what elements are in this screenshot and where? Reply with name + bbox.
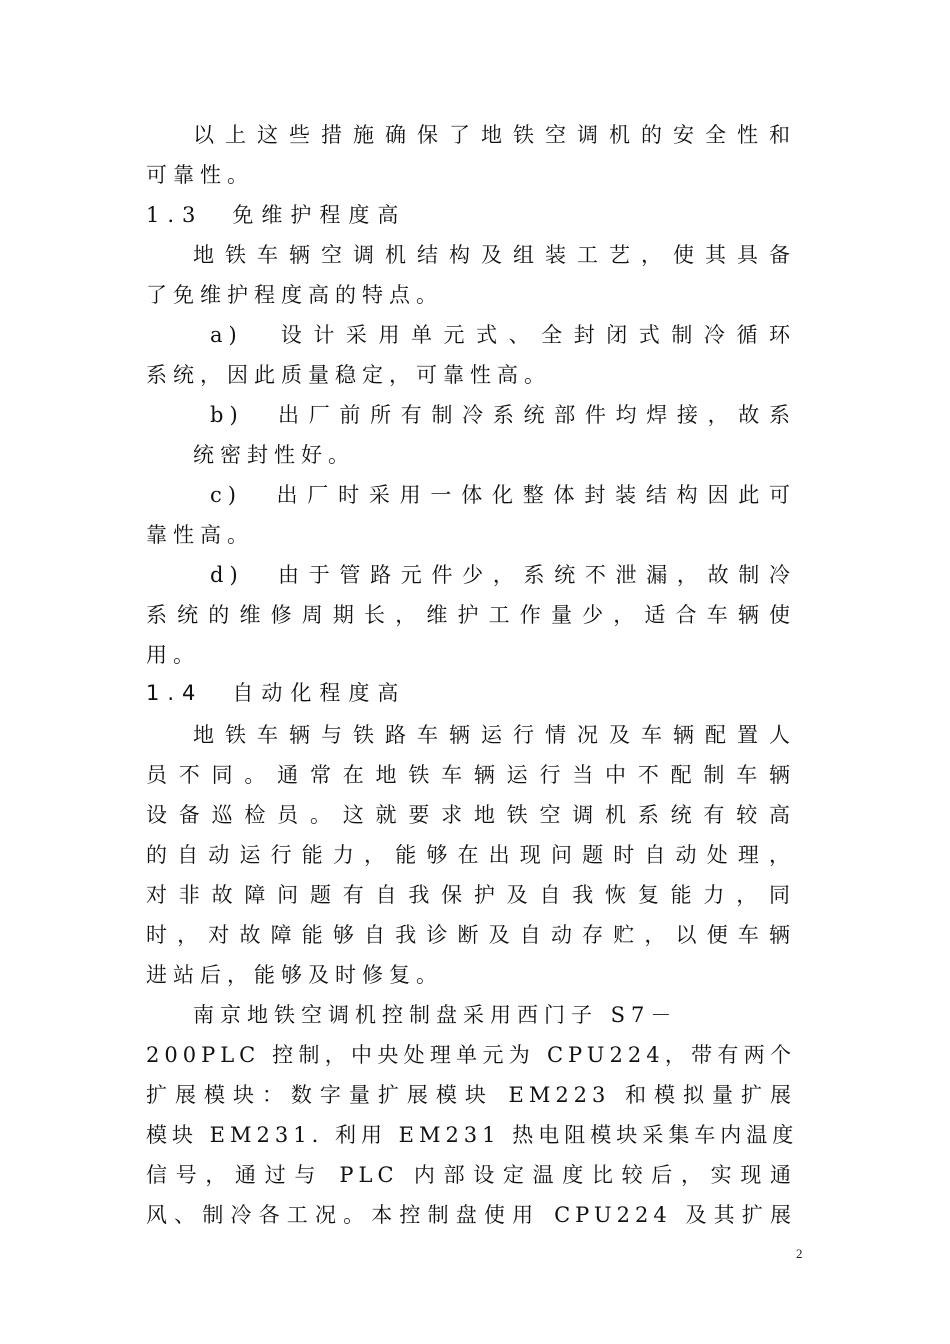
text-line: 进站后，能够及时修复。	[146, 963, 443, 987]
text-line: 设备巡检员。这就要求地铁空调机系统有较高	[146, 803, 796, 827]
text-line: 风、制冷各工况。本控制盘使用 CPU224 及其扩展	[146, 1203, 796, 1227]
text-line: 用。	[146, 643, 200, 667]
section-heading: 1.3 免维护程度高	[146, 203, 407, 227]
section-heading: 1.4 自动化程度高	[146, 681, 407, 705]
list-item-line: b) 出厂前所有制冷系统部件均焊接，故系	[210, 403, 796, 427]
text-line: 时，对故障能够自我诊断及自动存贮，以便车辆	[146, 923, 796, 947]
text-line: 信号，通过与 PLC 内部设定温度比较后，实现通	[146, 1163, 796, 1187]
text-line: 了免维护程度高的特点。	[146, 283, 443, 307]
text-line: 南京地铁空调机控制盘采用西门子 S7－	[193, 1003, 678, 1027]
text-line: 的自动运行能力，能够在出现问题时自动处理，	[146, 843, 796, 867]
text-line: 系统，因此质量稳定，可靠性高。	[146, 363, 551, 387]
text-line: 扩展模块：数字量扩展模块 EM223 和模拟量扩展	[146, 1083, 796, 1107]
list-item-line: c) 出厂时采用一体化整体封装结构因此可	[210, 483, 796, 507]
page-number: 2	[796, 1246, 803, 1261]
text-line: 模块 EM231. 利用 EM231 热电阻模块采集车内温度	[146, 1123, 799, 1147]
list-item-line: d) 由于管路元件少，系统不泄漏，故制冷	[210, 563, 796, 587]
text-line: 员不同。通常在地铁车辆运行当中不配制车辆	[146, 763, 796, 787]
text-line: 以上这些措施确保了地铁空调机的安全性和	[193, 123, 796, 147]
text-line: 地铁车辆与铁路车辆运行情况及车辆配置人	[193, 723, 796, 747]
text-line: 靠性高。	[146, 523, 254, 547]
text-line: 统密封性好。	[193, 443, 355, 467]
text-line: 系统的维修周期长，维护工作量少，适合车辆使	[146, 603, 796, 627]
text-line: 地铁车辆空调机结构及组装工艺，使其具备	[193, 243, 796, 267]
text-line: 对非故障问题有自我保护及自我恢复能力，同	[146, 883, 796, 907]
text-line: 200PLC 控制，中央处理单元为 CPU224，带有两个	[146, 1043, 796, 1067]
list-item-line: a) 设计采用单元式、全封闭式制冷循环	[210, 323, 796, 347]
text-line: 可靠性。	[146, 163, 254, 187]
